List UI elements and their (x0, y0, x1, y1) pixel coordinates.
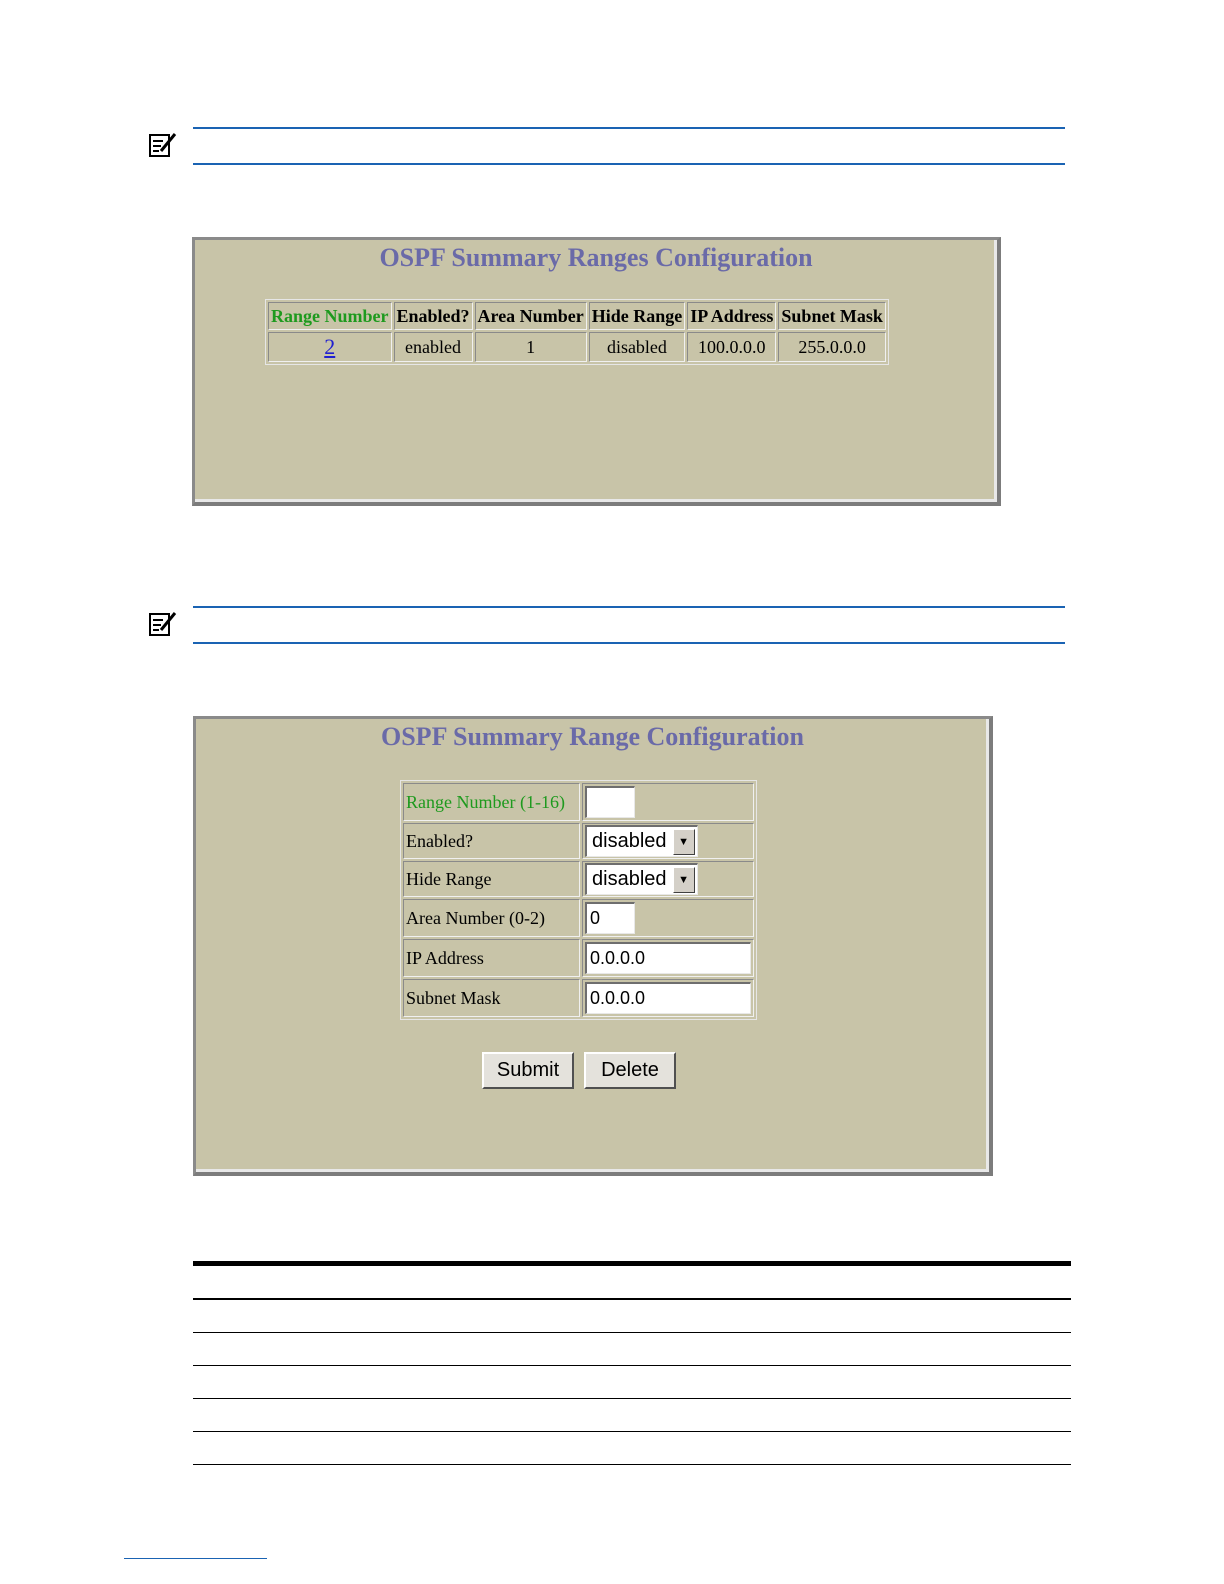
table-row-rule (193, 1332, 1071, 1333)
panel-title: OSPF Summary Range Configuration (381, 722, 804, 751)
chevron-down-icon[interactable]: ▼ (673, 867, 695, 893)
table-row (268, 332, 886, 362)
note-icon (148, 610, 178, 638)
ip-address-input[interactable]: 0.0.0.0 (585, 942, 751, 974)
chevron-down-icon[interactable]: ▼ (673, 829, 695, 855)
table-row-rule (193, 1464, 1071, 1465)
col-area-number: Area Number (475, 302, 587, 330)
ranges-table (265, 299, 889, 365)
note-bottom-rule (193, 642, 1065, 644)
cell-area-number: 1 (475, 332, 587, 362)
cell-subnet-mask: 255.0.0.0 (778, 332, 886, 362)
note-top-rule (193, 606, 1065, 608)
col-range-number: Range Number (268, 302, 392, 330)
table-row-rule (193, 1398, 1071, 1399)
note-top-rule (193, 127, 1065, 129)
table-header-row (268, 302, 886, 330)
table-top-rule (193, 1261, 1071, 1266)
cell-hide-range: disabled (589, 332, 686, 362)
col-ip-address: IP Address (687, 302, 776, 330)
hide-range-select[interactable] (585, 863, 698, 895)
subnet-mask-input[interactable]: 0.0.0.0 (585, 982, 751, 1014)
note-bottom-rule (193, 163, 1065, 165)
col-subnet-mask: Subnet Mask (778, 302, 886, 330)
table-row-rule (193, 1431, 1071, 1432)
summary-range-panel (193, 716, 993, 1176)
submit-button[interactable]: Submit (482, 1052, 574, 1089)
table-header-rule (193, 1298, 1071, 1300)
range-number-input[interactable] (585, 786, 635, 818)
subnet-mask-label: Subnet Mask (403, 979, 580, 1017)
delete-button[interactable]: Delete (584, 1052, 676, 1089)
enabled-label: Enabled? (403, 823, 580, 859)
hide-range-select-value: disabled (592, 868, 667, 890)
area-number-label: Area Number (0-2) (403, 899, 580, 937)
hide-range-label: Hide Range (403, 861, 580, 897)
cell-ip-address: 100.0.0.0 (687, 332, 776, 362)
table-row-rule (193, 1365, 1071, 1366)
area-number-input[interactable]: 0 (585, 902, 635, 934)
col-enabled: Enabled? (394, 302, 473, 330)
note-icon (148, 131, 178, 159)
enabled-select-value: disabled (592, 830, 667, 852)
cell-enabled: enabled (394, 332, 473, 362)
panel-title: OSPF Summary Ranges Configuration (379, 243, 813, 272)
footer-rule (124, 1558, 267, 1559)
range-number-label: Range Number (1-16) (403, 783, 580, 821)
range-number-link[interactable]: 2 (324, 334, 336, 359)
range-form-table (400, 780, 757, 1020)
col-hide-range: Hide Range (589, 302, 686, 330)
summary-ranges-panel (192, 237, 1001, 506)
enabled-select[interactable] (585, 825, 698, 857)
ip-address-label: IP Address (403, 939, 580, 977)
